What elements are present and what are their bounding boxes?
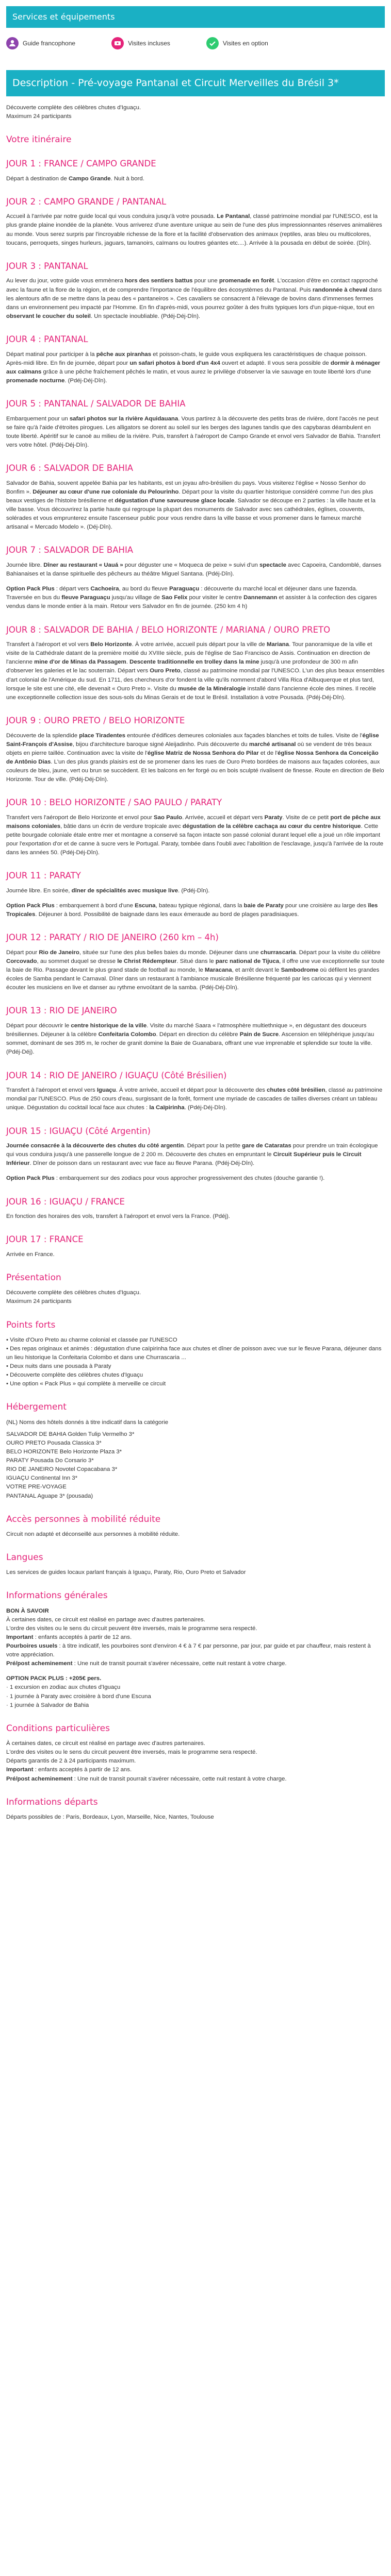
emphasis-text: pêche aux piranhas	[96, 351, 152, 358]
itinerary-title: Votre itinéraire	[6, 134, 72, 145]
emphasis-text: mine d'or de Minas da Passagem	[34, 659, 126, 666]
day-paragraph: Journée consacrée à la découverte des chutes du côté argentin. Départ pour la petite gare de Cataratas pour prendre un train écologique qui vous conduira jusqu'à une passerelle longue de 2 200 m. Découverte des chutes en empruntant le Circuit Supérieur puis le Circuit Inférieur. Dîner de poisson dans un restaurant avec vue face au fleuve Parana. (Pdéj-Déj-Dîn).	[6, 1143, 378, 1167]
emphasis-text: promenade nocturne	[6, 377, 65, 384]
day-title: JOUR 4 : PANTANAL	[6, 334, 88, 344]
information-item: Pourboires usuels : à titre indicatif, les pourboires sont d'environ 4 € à 7 € par personne, par jour, par guide et par chauffeur, mais restent à votre appréciation.	[6, 1643, 371, 1658]
day-paragraph: Salvador de Bahia, souvent appelée Bahia par les habitants, est un joyau afro-brésilien du pays. Vous visiterez l'église « Nosso Senhor do Bonfim ». Déjeuner au cœur d'une rue coloniale du Pelourinho. Départ pour la visite du quartier historique considéré comme l'un des plus beaux vestiges de l'histoire brésilienne et dégustation d'une savoureuse glace locale. Salvador se découpe en 2 parties : la ville haute et la ville basse. Vous découvrirez la partie haute qui regroupe la plupart des monuments de Salvador avec ses cathédrales, églises, couvents, solérades et vous emprunterez ensuite l'ascenseur public pour vous rendre dans la ville basse et vous promener dans le fameux marché artisanal « Mercado Modelo ». (Déj-Dîn).	[6, 480, 376, 531]
day-paragraph: Départ à destination de Campo Grande. Nuit à bord.	[6, 175, 144, 182]
emphasis-text: port de pêche aux maisons coloniales	[6, 814, 381, 829]
emphasis-text: Iguaçu	[96, 1087, 116, 1094]
points-forts-list	[6, 1336, 385, 1389]
emphasis-text: Maracana	[205, 967, 232, 974]
accessibilite-title: Accès personnes à mobilité réduite	[6, 1514, 161, 1524]
emphasis-text: Descente traditionnelle en trolley dans la mine	[129, 659, 259, 666]
service-label: Visites incluses	[128, 40, 170, 47]
emphasis-text: Pré/post acheminement	[6, 1660, 73, 1667]
day-paragraph: Départ pour découvrir le centre historique de la ville. Visite du marché Saara « l'atmosphère multiethnique », en dégustant des douceurs brésiliennes. Déjeuner à la célèbre Confeitaria Colombo. Départ en direction du célèbre Pain de Sucre. Ascension en téléphérique jusqu'au sommet, dominant de ses 395 m, le rocher de granit domine la Baie de Guanabara, offrant une vue imprenable et splendide sur toute la ville. (Pdéj-Déj).	[6, 1023, 374, 1056]
day-paragraph: Accueil à l'arrivée par notre guide local qui vous conduira jusqu'à votre pousada. Le Pantanal, classé patrimoine mondial par l'UNESCO, est la plus grande plaine inondée de la planète. Vous arriverez d'une aventure unique au sein de l'une des plus impressionnantes réserves animalières au monde. Vous serez surpris par l'incroyable richesse de la flore et la facilité d'observation des animaux (reptiles, aras bleu ou multicolores, toucans, perroquets, singes hurleurs, jaguars, tamanoirs, caïmans ou loutres géantes etc....). Arrivée à la pousada en début de soirée. (Dîn).	[6, 213, 382, 246]
emphasis-text: Cachoeira	[90, 586, 119, 592]
day-block	[6, 545, 385, 611]
information-item: L'ordre des visites ou le sens du circuit peuvent être inversés, mais le programme sera respecté.	[6, 1625, 257, 1632]
day-title: JOUR 12 : PARATY / RIO DE JANEIRO (260 km – 4h)	[6, 933, 219, 943]
presentation-text	[6, 1289, 385, 1306]
information-item: Important : enfants acceptés à partir de 12 ans.	[6, 1634, 132, 1640]
emphasis-text: église Saint-François d'Assise	[6, 732, 379, 748]
day-block	[6, 197, 385, 248]
day-paragraph: Option Pack Plus : embarquement sur des zodiacs pour vous approcher progressivement des chutes (douche garantie !).	[6, 1175, 325, 1182]
presentation-line: Maximum 24 participants	[6, 1298, 72, 1305]
day-block	[6, 334, 385, 385]
day-block	[6, 1071, 385, 1113]
condition-item: Important : enfants acceptés à partir de 12 ans.	[6, 1767, 132, 1773]
day-paragraph: Option Pack Plus : départ vers Cachoeira, au bord du fleuve Paraguaçu : découverte du marché local et déjeuner dans une fazenda. Traversée en bus du fleuve Paraguaçu jusqu'au village de Sao Felix pour visiter le centre Dannemann et assister à la confection des cigares vendus dans le monde entier à la main. Retour vers Salvador en fin de journée. (250 km 4 h)	[6, 586, 377, 610]
description-header: Description - Pré-voyage Pantanal et Circuit Merveilles du Brésil 3*	[6, 70, 385, 96]
emphasis-text: chutes côté brésilien	[267, 1087, 325, 1094]
emphasis-text: Option Pack Plus	[6, 586, 55, 592]
emphasis-text: Campo Grande	[68, 175, 111, 182]
day-title: JOUR 2 : CAMPO GRANDE / PANTANAL	[6, 196, 167, 207]
condition-item: Pré/post acheminement : Une nuit de transit pourrait s'avérer nécessaire, cette nuit restant à votre charge.	[6, 1775, 287, 1782]
emphasis-text: Escuna	[135, 903, 156, 909]
emphasis-text: Belo Horizonte	[90, 641, 132, 648]
emphasis-text: randonnée à cheval	[312, 286, 368, 293]
point-fort-item: • Une option « Pack Plus » qui complète à merveille ce circuit	[6, 1381, 166, 1387]
emphasis-text: spectacle	[259, 562, 286, 568]
day-block	[6, 261, 385, 321]
informations-subtitle-text: BON À SAVOIR	[6, 1607, 49, 1614]
emphasis-text: Mariana	[267, 641, 289, 648]
points-forts-title: Points forts	[6, 1319, 56, 1330]
emphasis-text: Circuit Supérieur puis le Circuit Inférieur	[6, 1151, 362, 1167]
emphasis-text: churrascaria	[260, 949, 296, 956]
condition-item: L'ordre des visites ou le sens du circuit peuvent être inversés, mais le programme sera respecté.	[6, 1749, 257, 1756]
intro-line: Découverte complète des célèbres chutes d'Iguaçu.	[6, 104, 141, 111]
description-intro	[6, 104, 385, 121]
emphasis-text: un safari photos à bord d'un 4x4	[129, 360, 220, 366]
itinerary-days	[6, 159, 385, 1259]
emphasis-text: promenade en forêt	[219, 278, 274, 284]
day-title: JOUR 15 : IGUAÇU (Côté Argentin)	[6, 1126, 151, 1136]
day-paragraph: Transfert à l'aéroport et envol vers Iguaçu. À votre arrivée, accueil et départ pour la découverte des chutes côté brésilien, classé au patrimoine mondial par l'UNESCO. Plus de 250 cours d'eau, surgissant de la forêt, forment une myriade de cascades de tailles diverses créant un tableau unique. Dégustation du cocktail local face aux chutes : la Caïpirinha. (Pdéj-Déj-Dîn).	[6, 1087, 383, 1111]
point-fort-item: • Des repas originaux et animés : dégustation d'une caïpirinha face aux chutes et dîner de poisson avec vue sur le fleuve Parana, déjeuner dans un lieu historique la Confeitaria Colombo et dans une Churrascaria ...	[6, 1345, 382, 1361]
day-title: JOUR 8 : SALVADOR DE BAHIA / BELO HORIZONTE / MARIANA / OURO PRETO	[6, 624, 331, 635]
emphasis-text: la Caïpirinha	[149, 1105, 185, 1111]
day-block	[6, 1006, 385, 1057]
guide-icon	[6, 37, 19, 49]
langues-text: Les services de guides locaux parlant français à Iguaçu, Paraty, Rio, Ouro Preto et Salvador	[6, 1569, 246, 1576]
emphasis-text: dormir à ménager aux caïmans	[6, 360, 381, 375]
emphasis-text: observant le coucher du soleil	[6, 313, 91, 319]
day-title: JOUR 13 : RIO DE JANEIRO	[6, 1006, 117, 1016]
emphasis-text: fleuve Paraguaçu	[61, 595, 110, 601]
day-paragraph: Départ pour Rio de Janeiro, située sur l'une des plus belles baies du monde. Déjeuner dans une churrascaria. Départ pour la visite du célèbre Corcovado, au sommet duquel se dresse le Christ Rédempteur. Situé dans le parc national de Tijuca, il offre une vue exceptionnelle sur toute la baie de Rio. Passage devant le plus grand stade de football au monde, le Maracana, et arrêt devant le Sambodrome où défilent les grandes écoles de Samba pendant le Carnaval. Dîner dans un restaurant à l'ambiance musicale Brésilienne fréquenté par les cariocas qui y viennent écouter les musiciens en live et danser au rythme envoûtant de la samba. (Pdéj-Déj-Dîn).	[6, 949, 385, 991]
day-title: JOUR 3 : PANTANAL	[6, 261, 88, 271]
emphasis-text: Le Pantanal	[217, 213, 250, 220]
emphasis-text: parc national de Tijuca	[215, 958, 280, 965]
day-paragraph: Arrivée en France.	[6, 1251, 55, 1258]
day-block	[6, 933, 385, 992]
day-title: JOUR 7 : SALVADOR DE BAHIA	[6, 545, 134, 555]
emphasis-text: Dannemann	[243, 595, 278, 601]
emphasis-text: Pré/post acheminement	[6, 1775, 73, 1782]
option-icon	[206, 37, 219, 49]
day-paragraph: Découverte de la splendide place Tiradentes entourée d'édifices demeures coloniales aux façades blanches et toits de tuiles. Visite de l'église Saint-François d'Assise, bijou d'architecture baroque signé Aleijadinho. Puis découverte du marché artisanal où se vendent de très beaux objets en pierre taillée. Continuation avec la visite de l'église Matriz de Nossa Senhora do Pilar et de l'église Nossa Senhora da Conceição de Antônio Dias. L'un des plus grands plaisirs est de se promener dans les rues de Ouro Preto bordées de maisons aux façades colorées, aux couleurs de bleu, jaune, vert ou brun se succèdent. Et les balcons en fer forgé ou en bois sculpté rivalisent de finesse. Route en direction de Belo Horizonte. Tour de ville. (Pdéj-Déj-Dîn).	[6, 732, 384, 783]
service-visits-optional	[206, 37, 268, 49]
day-paragraph: Au lever du jour, votre guide vous emmènera hors des sentiers battus pour une promenade en forêt. L'occasion d'être en contact rapproché avec la faune et la flore de la région, et de comprendre l'importance de l'équilibre des écosystèmes du Pantanal. Puis randonnée à cheval dans les alentours afin de se mettre dans la peau des « pantaneiros ». Ces cavaliers se consacrent à l'élevage de bovins dans d'immenses fermes dans un environnement peu impacté par l'Homme. En fin d'après-midi, vous pourrez goûter à des fruits typiques lors d'un pique-nique, tout en observant le coucher du soleil. Un spectacle inoubliable. (Pdéj-Déj-Dîn).	[6, 278, 382, 319]
hebergement-intro: (NL) Noms des hôtels donnés à titre indicatif dans la catégorie	[6, 1419, 169, 1426]
emphasis-text: dégustation d'une savoureuse glace locale	[115, 497, 235, 504]
intro-line: Maximum 24 participants	[6, 113, 72, 120]
day-title: JOUR 1 : FRANCE / CAMPO GRANDE	[6, 158, 156, 168]
informations-title: Informations générales	[6, 1590, 108, 1601]
informations-list	[6, 1607, 385, 1710]
hotel-item: VOTRE PRE-VOYAGE	[6, 1484, 67, 1490]
day-block	[6, 798, 385, 857]
hotel-item: PANTANAL Aguape 3* (pousada)	[6, 1493, 93, 1499]
day-title: JOUR 11 : PARATY	[6, 871, 81, 881]
accessibilite-text: Circuit non adapté et déconseillé aux personnes à mobilité réduite.	[6, 1531, 180, 1537]
hebergement-title: Hébergement	[6, 1402, 67, 1413]
option-item: · 1 excursion en zodiac aux chutes d'Iguaçu	[6, 1684, 121, 1691]
departs-text: Départs possibles de : Paris, Bordeaux, Lyon, Marseille, Nice, Nantes, Toulouse	[6, 1814, 214, 1820]
emphasis-text: église Nossa Senhora da Conceição de Antônio Dias	[6, 750, 379, 765]
emphasis-text: Rio de Janeiro	[39, 949, 79, 956]
day-block	[6, 1126, 385, 1183]
day-block	[6, 463, 385, 532]
emphasis-text: Confeitaria Colombo	[98, 1031, 156, 1038]
emphasis-text: Pain de Sucre	[239, 1031, 279, 1038]
presentation-title: Présentation	[6, 1273, 61, 1283]
emphasis-text: Important	[6, 1634, 34, 1640]
hebergement-list	[6, 1418, 385, 1501]
option-title	[6, 1674, 385, 1683]
point-fort-item: • Deux nuits dans une pousada à Paraty	[6, 1363, 111, 1370]
condition-item: Départs garantis de 2 à 24 participants maximum.	[6, 1758, 136, 1765]
emphasis-text: marché artisanal	[249, 741, 296, 748]
day-block	[6, 625, 385, 702]
emphasis-text: Option Pack Plus	[6, 1175, 55, 1182]
emphasis-text: hors des sentiers battus	[124, 278, 193, 284]
emphasis-text: église Matriz de Nossa Senhora do Pilar	[147, 750, 259, 756]
informations-subtitle	[6, 1607, 385, 1616]
day-block	[6, 159, 385, 183]
day-block	[6, 1197, 385, 1222]
emphasis-text: Paraty	[264, 814, 283, 821]
presentation-line: Découverte complète des célèbres chutes d'Iguaçu.	[6, 1290, 141, 1296]
emphasis-text: place Tiradentes	[79, 732, 125, 739]
services-list	[0, 28, 391, 61]
emphasis-text: Sambodrome	[281, 967, 319, 974]
day-block	[6, 716, 385, 784]
emphasis-text: Déjeuner au cœur d'une rue coloniale du Pelourinho	[32, 488, 179, 495]
information-item: Pré/post acheminement : Une nuit de transit pourrait s'avérer nécessaire, cette nuit restant à votre charge.	[6, 1660, 287, 1667]
hotel-item: BELO HORIZONTE Belo Horizonte Plaza 3*	[6, 1448, 122, 1455]
emphasis-text: safari photos sur la rivière Aquidauana	[69, 415, 178, 422]
option-item: · 1 journée à Paraty avec croisière à bord d'une Escuna	[6, 1693, 151, 1700]
hotel-item: SALVADOR DE BAHIA Golden Tulip Vermelho 3*	[6, 1431, 135, 1437]
day-paragraph: Embarquement pour un safari photos sur la rivière Aquidauana. Vous partirez à la découverte des petits bras de rivière, dont l'accès ne peut se faire qu'à l'aide d'étroites pirogues. Les alligators se dorent au soleil sur les berges des lagunes tandis que des capybaras déambulent en toute liberté. Apéritif sur le canoë au milieu de la rivière. Puis, transfert à l'aéroport de Campo Grande et envol vers Salvador de Bahia. Transfert vers votre hôtel. (Pdéj-Déj-Dîn).	[6, 415, 381, 448]
emphasis-text: musée de la Minéralogie	[177, 685, 246, 692]
day-paragraph: Transfert à l'aéroport et vol vers Belo Horizonte. À votre arrivée, accueil puis départ pour la ville de Mariana. Tour panoramique de la ville et visite de la Cathédrale datant de la première moitié du XVIIIe siècle, puis de l'église de Sao Francisco de Assis. Continuation en direction de l'ancienne mine d'or de Minas da Passagem. Descente traditionnelle en trolley dans la mine jusqu'à une profondeur de 300 m afin d'observer les galeries et le lac souterrain. Départ vers Ouro Preto, classé au patrimoine mondial par l'UNESCO. L'un des plus beaux ensembles d'art colonial de l'Amérique du sud. En 1711, des chercheurs d'or fondent la ville qu'ils nomment d'abord Villa Rica d'Albuquerque et plus tard, lorsque le site est une cité, elle devenait « Ouro Preto ». Visite du musée de la Minéralogie installé dans l'ancienne école des mines. Il recèle une exceptionnelle collection issue des sous-sols du Minas Gerais et de tout le Brésil. Installation à votre Pousada. (Pdéj-Déj-Dîn).	[6, 641, 385, 701]
information-item: À certaines dates, ce circuit est réalisé en partage avec d'autres partenaires.	[6, 1616, 205, 1623]
hotel-item: OURO PRETO Pousada Classica 3*	[6, 1439, 102, 1446]
point-fort-item: • Découverte complète des célèbres chutes d'Iguaçu	[6, 1372, 143, 1379]
day-block	[6, 399, 385, 450]
day-title: JOUR 14 : RIO DE JANEIRO / IGUAÇU (Côté Brésilien)	[6, 1070, 227, 1080]
day-title: JOUR 17 : FRANCE	[6, 1234, 84, 1245]
emphasis-text: gare de Cataratas	[242, 1143, 291, 1149]
hotel-item: RIO DE JANEIRO Novotel Copacabana 3*	[6, 1466, 118, 1473]
service-guide	[6, 37, 75, 49]
service-visits-included	[111, 37, 170, 49]
day-title: JOUR 5 : PANTANAL / SALVADOR DE BAHIA	[6, 399, 186, 409]
emphasis-text: Corcovado	[6, 958, 37, 965]
day-paragraph: Option Pack Plus : embarquement à bord d'une Escuna, bateau typique régional, dans la baie de Paraty pour une croisière au large des îles Tropicales. Déjeuner à bord. Possibilité de baignade dans les eaux émeraude au bord de plages paradisiaques.	[6, 903, 378, 918]
services-header: Services et équipements	[6, 6, 385, 28]
option-item: · 1 journée à Salvador de Bahia	[6, 1702, 89, 1708]
emphasis-text: centre historique de la ville	[71, 1023, 147, 1029]
conditions-title: Conditions particulières	[6, 1723, 110, 1734]
day-paragraph: Départ matinal pour participer à la pêche aux piranhas et poisson-chats, le guide vous expliquera les caractéristiques de chaque poisson. Après-midi libre. En fin de journée, départ pour un safari photos à bord d'un 4x4 ouvert et adapté. Il vous sera possible de dormir à ménager aux caïmans grâce à une pêche fraîchement pêchés le matin, et vous aurez le privilège d'observer la vie sauvage en toute liberté lors d'une promenade nocturne. (Pdéj-Déj-Dîn).	[6, 351, 381, 384]
description-content	[0, 104, 391, 1832]
service-label: Visites en option	[222, 40, 268, 47]
emphasis-text: Option Pack Plus	[6, 903, 55, 909]
emphasis-text: Ouro Preto	[150, 668, 181, 674]
emphasis-text: dégustation de la célèbre cachaça au cœur du centre historique	[182, 823, 361, 829]
point-fort-item: • Visite d'Ouro Preto au charme colonial et classée par l'UNESCO	[6, 1336, 177, 1343]
ticket-icon	[111, 37, 124, 49]
condition-item: À certaines dates, ce circuit est réalisé en partage avec d'autres partenaires.	[6, 1740, 205, 1747]
day-block	[6, 1234, 385, 1259]
emphasis-text: Pourboires usuels	[6, 1643, 58, 1650]
emphasis-text: Paraguaçu	[169, 586, 200, 592]
day-title: JOUR 10 : BELO HORIZONTE / SAO PAULO / PARATY	[6, 798, 222, 808]
emphasis-text: Journée consacrée à la découverte des chutes du côté argentin	[6, 1143, 184, 1149]
langues-title: Langues	[6, 1552, 43, 1563]
day-paragraph: Journée libre. En soirée, dîner de spécialités avec musique live. (Pdéj-Dîn).	[6, 887, 210, 894]
day-title: JOUR 16 : IGUAÇU / FRANCE	[6, 1196, 125, 1207]
emphasis-text: Dîner au restaurant « Uauá »	[43, 562, 123, 568]
emphasis-text: baie de Paraty	[243, 903, 284, 909]
emphasis-text: Sao Felix	[161, 595, 188, 601]
option-title-text: OPTION PACK PLUS : +205€ pers.	[6, 1675, 102, 1682]
day-paragraph: Transfert vers l'aéroport de Belo Horizonte et envol pour Sao Paulo. Arrivée, accueil et départ vers Paraty. Visite de ce petit port de pêche aux maisons coloniales, bâtie dans un écrin de verdure tropicale avec dégustation de la célèbre cachaça au cœur du centre historique. Cette petite bourgade coloniale étale entre mer et montagne a conservé sa façon intacte son passé colonial durant lequel elle a joué un rôle important pour l'exportation d'or et de canne à sucre vers le Portugal. Paraty, tombée dans l'oubli avec l'abolition de l'esclavage, jusqu'à l'arrivée de la route dans les années 50. (Pdéj-Déj-Dîn).	[6, 814, 384, 856]
hotel-item: IGUAÇU Continental Inn 3*	[6, 1475, 78, 1482]
emphasis-text: îles Tropicales	[6, 903, 378, 918]
day-paragraph: Journée libre. Dîner au restaurant « Uauá » pour déguster une « Moqueca de peixe » suivi d'un spectacle avec Capoeira, Candomblé, danses Bahianaises et la danse spirituelle des pêcheurs au théâtre Miguel Santana. (Pdéj-Dîn).	[6, 562, 382, 578]
emphasis-text: Sao Paulo	[154, 814, 183, 821]
day-block	[6, 871, 385, 919]
hotel-item: PARATY Pousada Do Corsario 3*	[6, 1458, 94, 1464]
departs-title: Informations départs	[6, 1797, 98, 1807]
day-paragraph: En fonction des horaires des vols, transfert à l'aéroport et envol vers la France. (Pdéj).	[6, 1213, 230, 1220]
emphasis-text: le Christ Rédempteur	[117, 958, 177, 965]
service-label: Guide francophone	[23, 40, 76, 47]
emphasis-text: Important	[6, 1767, 34, 1773]
emphasis-text: dîner de spécialités avec musique live	[71, 887, 178, 894]
day-title: JOUR 9 : OURO PRETO / BELO HORIZONTE	[6, 715, 185, 725]
day-title: JOUR 6 : SALVADOR DE BAHIA	[6, 463, 134, 473]
conditions-list	[6, 1739, 385, 1784]
